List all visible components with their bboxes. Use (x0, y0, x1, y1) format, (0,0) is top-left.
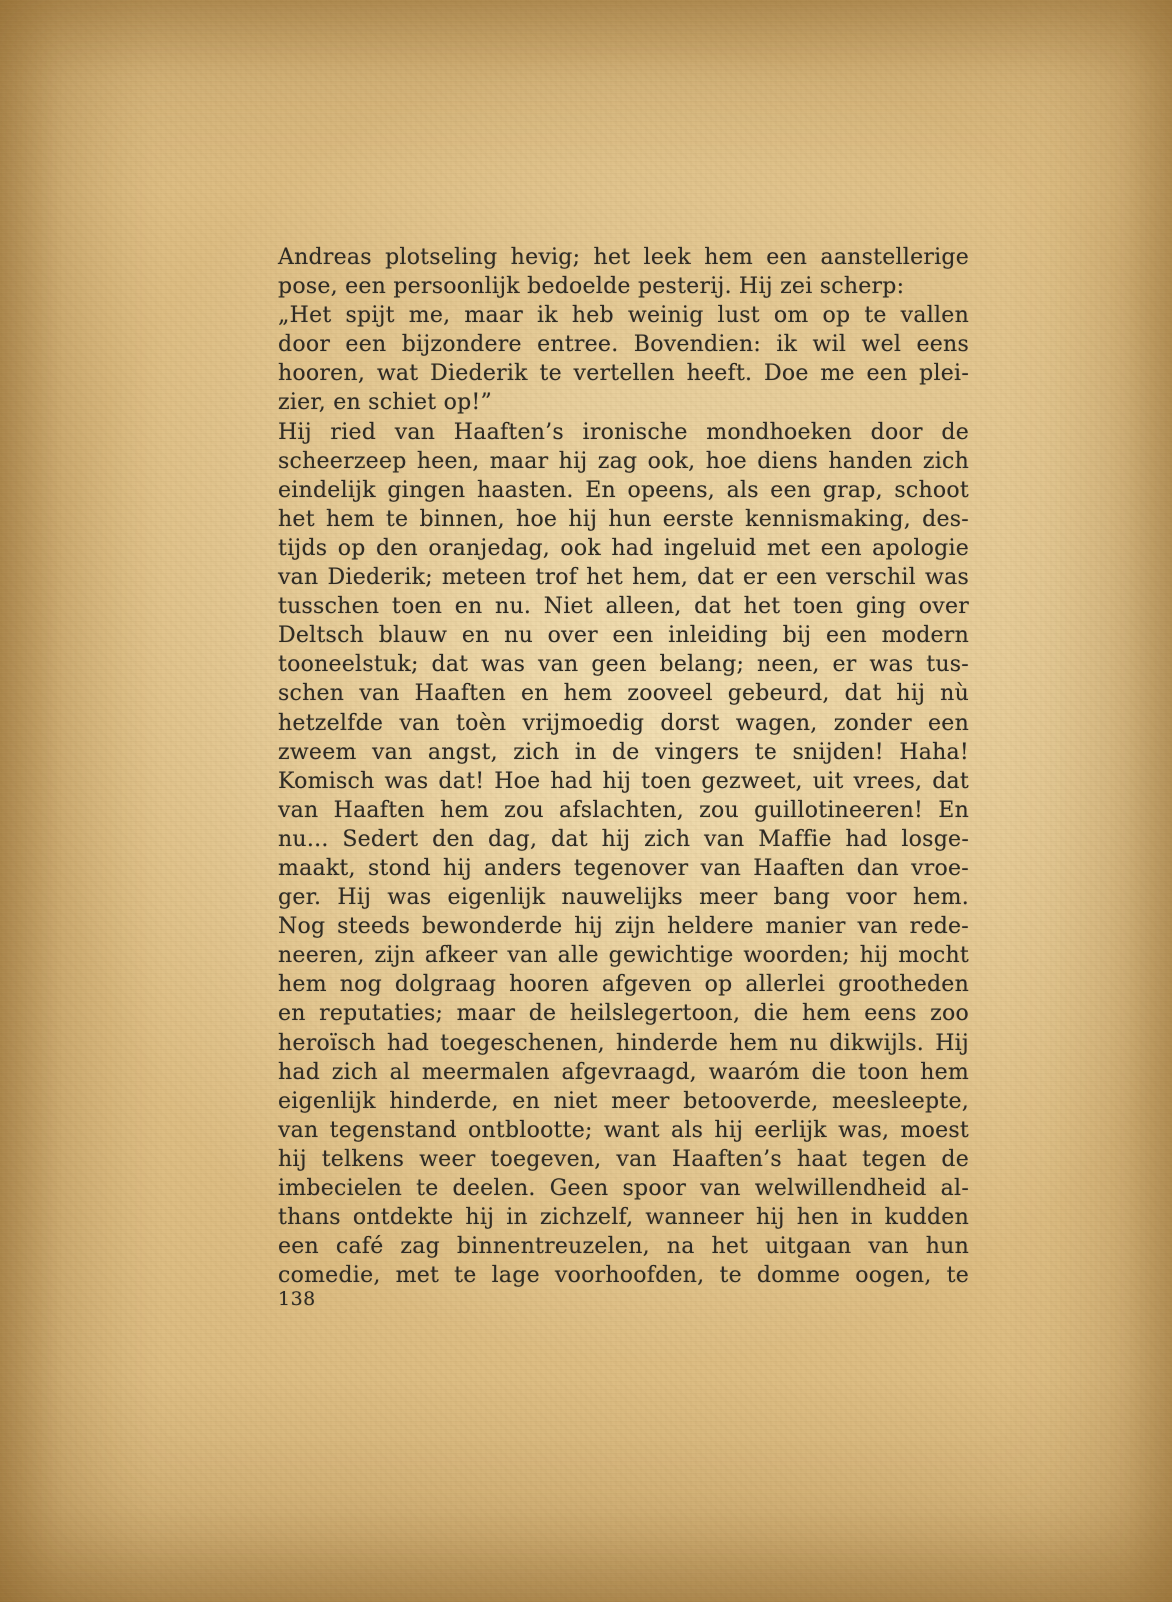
text-line: een café zag binnentreuzelen, na het uitgaan van hun (278, 1234, 969, 1260)
text-line: van tegenstand ontblootte; want als hij eerlijk was, moest (278, 1117, 969, 1143)
text-line: imbecielen te deelen. Geen spoor van welwillendheid al- (278, 1176, 969, 1201)
text-line: tusschen toen en nu. Niet alleen, dat het toen ging over (278, 594, 969, 620)
text-line: comedie, met te lage voorhoofden, te domme oogen, te (278, 1263, 969, 1289)
text-line: neeren, zijn afkeer van alle gewichtige woorden; hij mocht (278, 943, 969, 969)
text-line: heroïsch had toegeschenen, hinderde hem nu dikwijls. Hij (278, 1030, 969, 1056)
text-line: zweem van angst, zich in de vingers te snijden! Haha! (278, 739, 969, 765)
text-line: door een bijzondere entree. Bovendien: ik wil wel eens (278, 332, 969, 358)
text-line: en reputaties; maar de heilslegertoon, die hem eens zoo (278, 1001, 969, 1027)
page-number: 138 (278, 1288, 316, 1310)
text-line: ger. Hij was eigenlijk nauwelijks meer bang voor hem. (278, 885, 969, 911)
text-line: hetzelfde van toèn vrijmoedig dorst wagen, zonder een (278, 710, 969, 736)
text-line: zier, en schiet op!” (278, 390, 492, 416)
text-line: tooneelstuk; dat was van geen belang; neen, er was tus- (278, 652, 969, 678)
text-line: Nog steeds bewonderde hij zijn heldere manier van rede- (278, 914, 969, 940)
text-line: schen van Haaften en hem zooveel gebeurd, dat hij nù (278, 681, 969, 707)
text-line: Deltsch blauw en nu over een inleiding bij een modern (278, 623, 969, 649)
page-text (278, 243, 969, 1290)
text-line: Hij ried van Haaften’s ironische mondhoeken door de (278, 419, 969, 445)
text-line: pose, een persoonlijk bedoelde pesterij. Hij zei scherp: (278, 274, 905, 300)
text-line: „Het spijt me, maar ik heb weinig lust om op te vallen (278, 303, 969, 329)
text-line: scheerzeep heen, maar hij zag ook, hoe diens handen zich (278, 448, 969, 474)
text-line: van Haaften hem zou afslachten, zou guillotineeren! En (278, 797, 969, 823)
text-line: hem nog dolgraag hooren afgeven op allerlei grootheden (278, 972, 969, 998)
text-line: Andreas plotseling hevig; het leek hem een aanstellerige (278, 245, 969, 270)
text-line: maakt, stond hij anders tegenover van Haaften dan vroe- (278, 855, 969, 881)
text-line: het hem te binnen, hoe hij hun eerste kennismaking, des- (278, 506, 969, 532)
text-line: had zich al meermalen afgevraagd, waaróm die toon hem (278, 1059, 969, 1085)
text-line: Komisch was dat! Hoe had hij toen gezweet, uit vrees, dat (278, 768, 969, 794)
text-line: eigenlijk hinderde, en niet meer betooverde, meesleepte, (278, 1088, 969, 1114)
text-line: hij telkens weer toegeven, van Haaften’s haat tegen de (278, 1146, 969, 1172)
text-line: nu... Sedert den dag, dat hij zich van Maffie had losge- (278, 826, 969, 852)
text-line: tijds op den oranjedag, ook had ingeluid met een apologie (278, 535, 969, 561)
text-line: hooren, wat Diederik te vertellen heeft. Doe me een plei- (278, 361, 969, 387)
text-line: thans ontdekte hij in zichzelf, wanneer hij hen in kudden (278, 1205, 969, 1231)
text-line: van Diederik; meteen trof het hem, dat er een verschil was (278, 565, 969, 591)
text-line: eindelijk gingen haasten. En opeens, als een grap, schoot (278, 477, 969, 503)
